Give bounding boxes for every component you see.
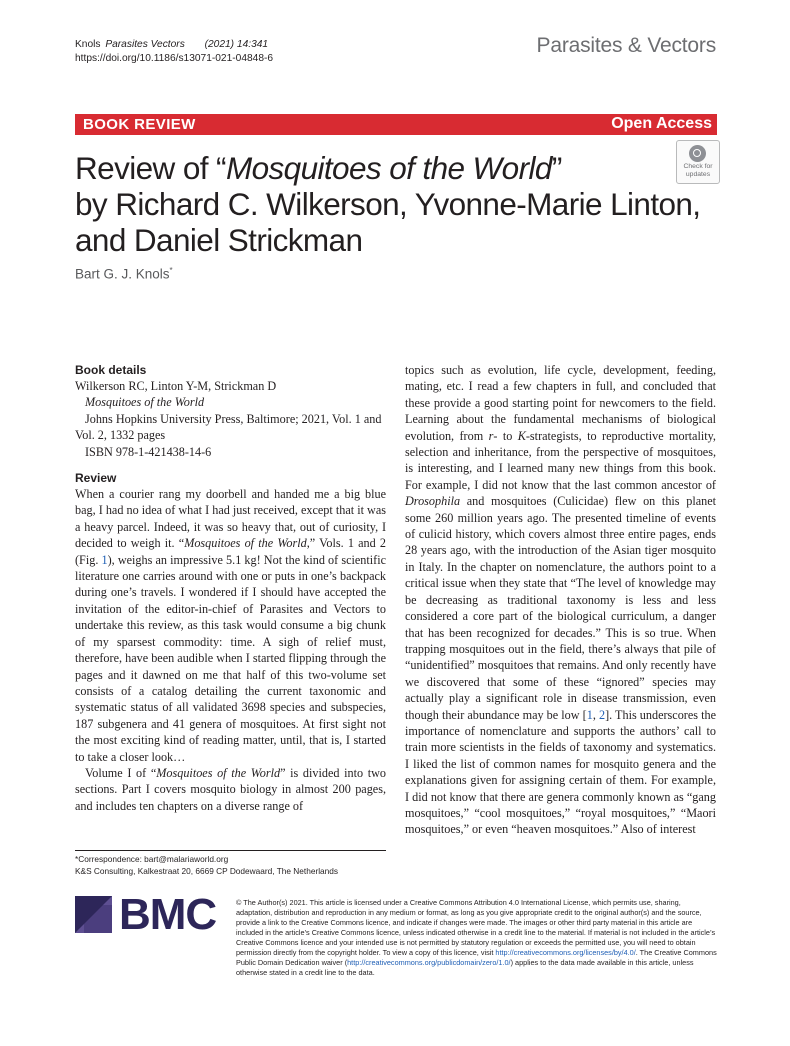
bmc-logo bbox=[75, 890, 225, 939]
author-affiliation: K&S Consulting, Kalkestraat 20, 6669 CP Dodewaard, The Netherlands bbox=[75, 865, 339, 876]
header-doi[interactable]: https://doi.org/10.1186/s13071-021-04848-6 bbox=[75, 53, 274, 64]
reference-link-1[interactable]: 1 bbox=[586, 707, 593, 722]
book-title: Mosquitoes of the World bbox=[85, 395, 205, 410]
book-authors: Wilkerson RC, Linton Y-M, Strickman D bbox=[75, 379, 277, 393]
review-paragraph-1: When a courier rang my doorbell and handed me a big blue bag, I had no idea of what I had just received, except that it was a heavy parcel. Indeed, it was so heavy that, out of curiosity, I decided to weigh it. “Mosquitoes of the World,” Vols. 1 and 2 (Fig. 1), weighs an impressive 5.1 kg! Not the kind of scientific literature one carries around with one or puts in one’s backpack during one’s travels. I wondered if I should have accepted the invitation of the editor-in-chief of Parasites and Vectors to undertake this review, as this task would consume a big chunk of my sparsest commodity: time. A sigh of relief must, therefore, have been audible when I started flipping through the pages and it dawned on me that half of this two-volume set consists of a catalog detailing the current taxonomic and systematic status of all validated 3698 species and subspecies, 187 subgenera and 41 genera of mosquitoes. At first sight not the most exciting kind of reading matter, until, that is, I started to take a closer look… bbox=[75, 487, 387, 764]
review-paragraph-continued: topics such as evolution, life cycle, development, feeding, mating, etc. I read a few chapters in full, and concluded that these provide a good starting point for newcomers to the field. Learning about the fundamental mechanisms of biological evolution, from r- to K-strategists, to reproductive mortality, selection and inheritance, from the perspective of mosquitoes, is interesting, and I learned many new things from this book. For example, I did not know that the last common ancestor of Drosophila and mosquitoes (Culicidae) flew on this planet some 260 million years ago. The presented timeline of events of culicid history, which covers almost three entire pages, ends 28 years ago, with the introduction of the Asian tiger mosquito in Italy. In the chapter on nomenclature, the authors point to a critical issue when they state that “The level of knowledge may be decreasing as traditional taxonomy is less and less considered a core part of the biological curriculum, a danger that has been recognized for decades.” This is so true. When trapping mosquitoes out in the field, there’s always that pile of “unidentified” mosquitoes that remains. And only recently have we discovered that some of these “ignored” species may actually play a significant role in disease transmission, even though their abundance may be low [1, 2]. This underscores the importance of nomenclature and supports the authors’ call to train more scientists in the fields of taxonomy and systematics. I liked the list of common names for mosquito genera and the explanations given for assigning certain of them. For example, I did not know that there are genera commonly known as “gang mosquitoes,” “cool mosquitoes,” “royal mosquitoes,” “Maori mosquitoes,” or even “heaven mosquitoes.” Also of interest bbox=[405, 363, 717, 837]
license-link-cc-by[interactable]: http://creativecommons.org/licenses/by/4.0/ bbox=[495, 948, 636, 957]
correspondence-footnote bbox=[75, 850, 386, 877]
open-access-label: Open Access bbox=[611, 115, 712, 132]
bmc-logo-icon bbox=[75, 896, 112, 933]
author-name: Bart G. J. Knols bbox=[75, 266, 170, 282]
figure-link[interactable]: 1 bbox=[101, 552, 108, 567]
book-isbn: ISBN 978-1-421438-14-6 bbox=[85, 444, 212, 459]
check-for-updates-icon bbox=[689, 145, 706, 162]
corresponding-mark: * bbox=[169, 266, 173, 275]
title-line-1: Review of “Mosquitoes of the World” bbox=[75, 150, 562, 186]
article-type-label: BOOK REVIEW bbox=[83, 116, 196, 133]
review-heading: Review bbox=[75, 471, 117, 486]
license-link-public-domain[interactable]: http://creativecommons.org/publicdomain/zero/1.0/ bbox=[347, 958, 511, 967]
book-details-heading: Book details bbox=[75, 363, 147, 377]
review-paragraph-2: Volume I of “Mosquitoes of the World” is divided into two sections. Part I covers mosquito biology in almost 200 pages, and includes ten chapters on a diverse range of bbox=[75, 765, 386, 813]
check-for-updates-badge[interactable] bbox=[676, 140, 720, 184]
left-column bbox=[75, 362, 386, 814]
author-line bbox=[75, 266, 173, 282]
right-column bbox=[405, 362, 716, 838]
correspondence-email[interactable]: *Correspondence: bart@malariaworld.org bbox=[75, 854, 229, 864]
citation-line bbox=[75, 38, 273, 52]
reference-link-2[interactable]: 2 bbox=[598, 707, 606, 722]
journal-name: Parasites & Vectors bbox=[536, 34, 716, 57]
title-line-3: and Daniel Strickman bbox=[75, 222, 363, 258]
title-line-2: by Richard C. Wilkerson, Yvonne-Marie Linton, bbox=[75, 186, 701, 222]
running-header bbox=[75, 38, 273, 66]
book-publisher: Johns Hopkins University Press, Baltimore; 2021, Vol. 1 and Vol. 2, 1332 pages bbox=[75, 411, 382, 443]
article-type-banner bbox=[75, 114, 717, 135]
license-statement: © The Author(s) 2021. This article is licensed under a Creative Commons Attribution 4.0 International License, which permits use, sharing, adaptation, distribution and reproduction in any medium or format, as long as you give appropriate credit to the original author(s) and the source, provide a link to the Creative Commons licence, and indicate if changes were made. The images or other third party material in this article are included in the article’s Creative Commons licence, unless indicated otherwise in a credit line to the material. If material is not included in the article’s Creative Commons licence and your intended use is not permitted by statutory regulation or exceeds the permitted use, you will need to obtain permission directly from the copyright holder. To view a copy of this licence, visit http://creativecommons.org/licenses/by/4.0/. The Creative Commons Public Domain Dedication waiver (http://creativecommons.org/publicdomain/zero/1.0/) applies to the data made available in this article, unless otherwise stated in a credit line to the data. bbox=[236, 898, 717, 977]
bmc-logo-text: BMC bbox=[119, 890, 217, 939]
book-details bbox=[75, 378, 386, 460]
header-year-volume: (2021) 14:341 bbox=[204, 39, 269, 50]
header-journal-abbrev: Parasites Vectors bbox=[105, 39, 185, 50]
check-for-updates-label: Check for updates bbox=[683, 163, 713, 178]
header-author: Knols bbox=[75, 39, 101, 50]
